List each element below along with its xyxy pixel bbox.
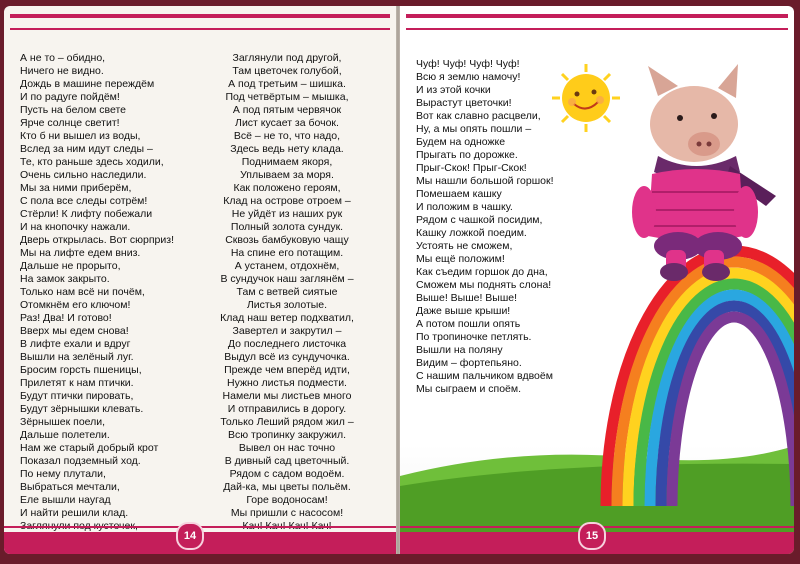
poem-line: В дивный сад цветочный. bbox=[224, 455, 350, 467]
poem-line: В сундучок наш заглянём – bbox=[220, 273, 354, 285]
poem-line: Будут птички пировать, bbox=[20, 390, 134, 402]
poem-line: Выбраться мечтали, bbox=[20, 481, 120, 493]
poem-line: Мы нашли большой горшок! bbox=[416, 175, 554, 187]
poem-line: Кто б ни вышел из воды, bbox=[20, 130, 141, 142]
poem-line: Лист кусает за бочок. bbox=[235, 117, 339, 129]
poem-line: Завертел и закрутил – bbox=[232, 325, 342, 337]
poem-line: Прилетят к нам птички. bbox=[20, 377, 134, 389]
poem-line: Прыгать по дорожке. bbox=[416, 149, 518, 161]
poem-line: Даже выше крыши! bbox=[416, 305, 511, 317]
poem-line: Чуф! Чуф! Чуф! Чуф! bbox=[416, 58, 520, 70]
poem-line: Те, кто раньше здесь ходили, bbox=[20, 156, 164, 168]
poem-line: Под четвёртым – мышка, bbox=[225, 91, 349, 103]
poem-line: По тропиночке петлять. bbox=[416, 331, 532, 343]
poem-line: Показал подземный ход. bbox=[20, 455, 141, 467]
top-frame bbox=[10, 14, 390, 30]
poem-line: Заглянули под другой, bbox=[232, 52, 342, 64]
poem-line: И положим в чашку. bbox=[416, 201, 513, 213]
poem-line: А под третьим – шишка. bbox=[228, 78, 346, 90]
poem-line: Дождь в машине переждём bbox=[20, 78, 155, 90]
poem-line: По нему плутали, bbox=[20, 468, 106, 480]
poem-column-3 bbox=[416, 58, 554, 396]
poem-line: Всю я землю намочу! bbox=[416, 71, 521, 83]
poem-line: Выдул всё из сундучочка. bbox=[224, 351, 350, 363]
poem-line: Всё – не то, что надо, bbox=[233, 130, 341, 142]
poem-line: Дальше полетели. bbox=[20, 429, 110, 441]
poem-line: Поднимаем якоря, bbox=[241, 156, 333, 168]
poem-line: Мы сыграем и споём. bbox=[416, 383, 522, 395]
poem-line: А не то – обидно, bbox=[20, 52, 106, 64]
poem-line: Там с ветвей сиятые bbox=[236, 286, 338, 298]
poem-line: Всю тропинку закружил. bbox=[227, 429, 347, 441]
poem-line: Как положено героям, bbox=[233, 182, 341, 194]
poem-line: Рядом с садом водоём. bbox=[229, 468, 345, 480]
poem-line: А под пятым червячок bbox=[232, 104, 342, 116]
poem-line: Мы за ними приберём, bbox=[20, 182, 132, 194]
sun-icon bbox=[552, 64, 620, 132]
poem-line: С нашим пальчиком вдвоём bbox=[416, 370, 553, 382]
poem-line: Пусть на белом свете bbox=[20, 104, 127, 116]
poem-line: А устанем, отдохнём, bbox=[234, 260, 340, 272]
poem-line: А потом пошли опять bbox=[416, 318, 521, 330]
poem-line: Вырастут цветочки! bbox=[416, 97, 512, 109]
poem-line: Вверх мы едем снова! bbox=[20, 325, 129, 337]
poem-line: Листья золотые. bbox=[246, 299, 328, 311]
poem-line: Не уйдёт из наших рук bbox=[231, 208, 343, 220]
poem-line: Нам же старый добрый крот bbox=[20, 442, 159, 454]
poem-line: Вышли на поляну bbox=[416, 344, 503, 356]
poem-line: Дай-ка, мы цветы польём. bbox=[223, 481, 351, 493]
poem-line: Еле вышли наугад bbox=[20, 494, 111, 506]
poem-line: Отомкнём его ключом! bbox=[20, 299, 131, 311]
poem-line: Как съедим горшок до дна, bbox=[416, 266, 548, 278]
page-number-right: 15 bbox=[578, 522, 606, 550]
poem-line: И по радуге пойдём! bbox=[20, 91, 120, 103]
poem-line: Только нам всё ни почём, bbox=[20, 286, 145, 298]
poem-line: Мы на лифте едем вниз. bbox=[20, 247, 141, 259]
left-page bbox=[4, 6, 396, 554]
poem-line: Здесь ведь нету клада. bbox=[230, 143, 344, 155]
poem-line: Вот как славно расцвели, bbox=[416, 110, 541, 122]
poem-line: Рядом с чашкой посидим, bbox=[416, 214, 543, 226]
poem-line: Намели мы листьев много bbox=[222, 390, 352, 402]
poem-line: Дальше не прорыто, bbox=[20, 260, 121, 272]
poem-line: Клад наш ветер подхватил, bbox=[220, 312, 354, 324]
poem-line: Ну, а мы опять пошли – bbox=[416, 123, 532, 135]
poem-line: Раз! Два! И готово! bbox=[20, 312, 112, 324]
poem-line: Вышли на зелёный луг. bbox=[20, 351, 134, 363]
poem-line: Устоять не сможем, bbox=[416, 240, 513, 252]
poem-line: И отправились в дорогу. bbox=[227, 403, 347, 415]
poem-line: Кашку ложкой поедим. bbox=[416, 227, 527, 239]
poem-line: Сквозь бамбуковую чащу bbox=[225, 234, 349, 246]
poem-line: Видим – фортепьяно. bbox=[416, 357, 522, 369]
poem-line: Клад на острове отроем – bbox=[223, 195, 351, 207]
poem-line: Там цветочек голубой, bbox=[232, 65, 342, 77]
poem-line: Вывел он нас точно bbox=[238, 442, 336, 454]
poem-line: В лифте ехали и вдруг bbox=[20, 338, 131, 350]
poem-line: Прежде чем вперёд идти, bbox=[224, 364, 350, 376]
poem-line: Горе водоносам! bbox=[246, 494, 328, 506]
poem-line: Очень сильно наследили. bbox=[20, 169, 147, 181]
poem-line: И на кнопочку нажали. bbox=[20, 221, 131, 233]
poem-line: Будем на одножке bbox=[416, 136, 506, 148]
poem-line: Бросим горсть пшеницы, bbox=[20, 364, 142, 376]
right-page bbox=[400, 6, 794, 554]
poem-line: И из этой кочки bbox=[416, 84, 491, 96]
poem-line: И найти решили клад. bbox=[20, 507, 129, 519]
poem-line: Дверь открылась. Вот сюрприз! bbox=[20, 234, 174, 246]
poem-line: Только Леший рядом жил – bbox=[220, 416, 354, 428]
poem-line: Будут зёрнышки клевать. bbox=[20, 403, 144, 415]
poem-line: Выше! Выше! Выше! bbox=[416, 292, 518, 304]
page-number-left: 14 bbox=[176, 522, 204, 550]
poem-line: Нужно листья подмести. bbox=[227, 377, 347, 389]
poem-line: Ярче солнце светит! bbox=[20, 117, 120, 129]
poem-line: Прыг-Скок! Прыг-Скок! bbox=[416, 162, 527, 174]
poem-line: Помешаем кашку bbox=[416, 188, 502, 200]
poem-line: Вслед за ним идут следы – bbox=[20, 143, 153, 155]
poem-line: Сможем мы поднять слона! bbox=[416, 279, 552, 291]
poem-column-1 bbox=[20, 52, 174, 546]
poem-line: С пола все следы сотрём! bbox=[20, 195, 148, 207]
piglet-icon bbox=[632, 64, 776, 281]
poem-column-2 bbox=[212, 52, 362, 546]
poem-line: Мы пришли с насосом! bbox=[230, 507, 344, 519]
poem-line: На замок закрыто. bbox=[20, 273, 110, 285]
poem-line: Зёрнышек поели, bbox=[20, 416, 106, 428]
poem-line: Мы ещё положим! bbox=[416, 253, 505, 265]
poem-line: До последнего листочка bbox=[227, 338, 347, 350]
poem-line: Ничего не видно. bbox=[20, 65, 104, 77]
poem-line: Полный золота сундук. bbox=[230, 221, 344, 233]
poem-line: На спине его потащим. bbox=[230, 247, 344, 259]
poem-line: Уплываем за моря. bbox=[240, 169, 334, 181]
poem-line: Стёрли! К лифту побежали bbox=[20, 208, 153, 220]
